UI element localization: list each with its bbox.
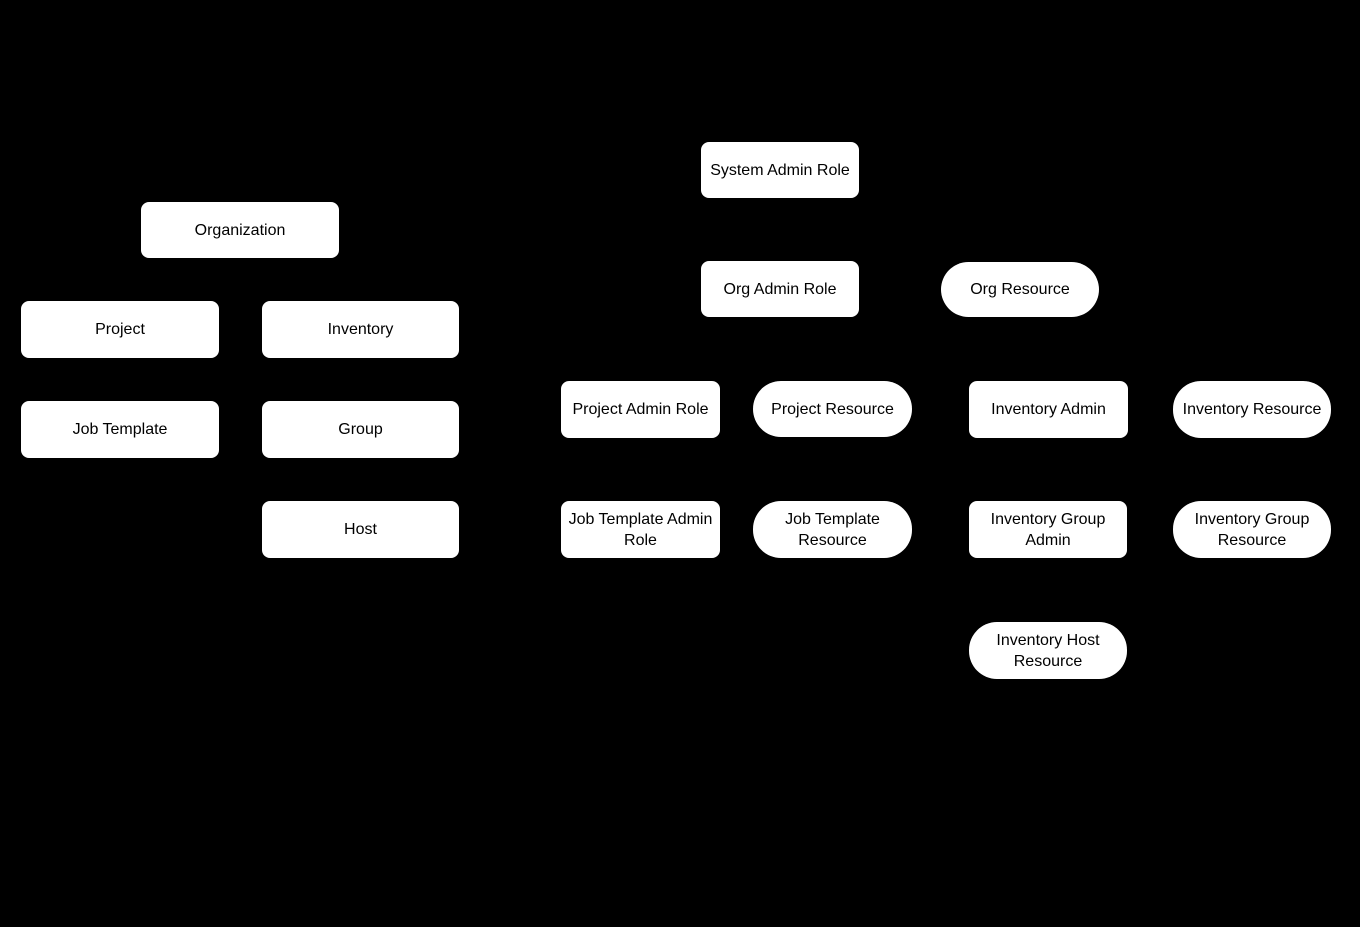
node-label: Org Resource bbox=[970, 281, 1070, 298]
node-system-admin-role bbox=[701, 142, 859, 198]
node-job-template-admin-role bbox=[561, 501, 720, 558]
node-label: Inventory Admin bbox=[991, 401, 1106, 418]
node-label: Inventory bbox=[327, 321, 394, 338]
node-label: Project Resource bbox=[771, 400, 894, 418]
node-inventory-host-resource bbox=[969, 622, 1127, 679]
node-org-admin-role bbox=[701, 261, 859, 317]
node-inventory-group-admin bbox=[969, 501, 1127, 558]
node-project-admin-role bbox=[561, 381, 720, 438]
node-label: Inventory Group Resource bbox=[1194, 510, 1310, 549]
node-label: Host bbox=[344, 521, 377, 538]
node-host bbox=[262, 501, 459, 558]
node-label: Inventory Resource bbox=[1182, 401, 1322, 418]
node-organization bbox=[141, 202, 339, 258]
node-label: Org Admin Role bbox=[723, 280, 837, 298]
node-inventory-admin bbox=[969, 381, 1128, 438]
node-inventory-resource bbox=[1173, 381, 1331, 438]
node-label: Group bbox=[338, 421, 383, 438]
node-label: Job Template bbox=[72, 421, 168, 438]
node-label: Inventory Host Resource bbox=[996, 631, 1100, 670]
node-group bbox=[262, 401, 459, 458]
node-inventory-group-resource bbox=[1173, 501, 1331, 558]
node-job-template-resource bbox=[753, 501, 912, 558]
node-label: Project bbox=[95, 321, 145, 338]
node-label: Inventory Group Admin bbox=[990, 510, 1106, 549]
node-label: System Admin Role bbox=[710, 161, 850, 179]
node-project bbox=[21, 301, 219, 358]
node-org-resource bbox=[941, 262, 1099, 317]
node-label: Job Template Resource bbox=[785, 510, 880, 549]
node-project-resource bbox=[753, 381, 912, 437]
node-job-template bbox=[21, 401, 219, 458]
node-label: Project Admin Role bbox=[572, 401, 709, 418]
node-label: Job Template Admin Role bbox=[568, 510, 713, 549]
node-label: Organization bbox=[194, 221, 286, 239]
node-inventory bbox=[262, 301, 459, 358]
